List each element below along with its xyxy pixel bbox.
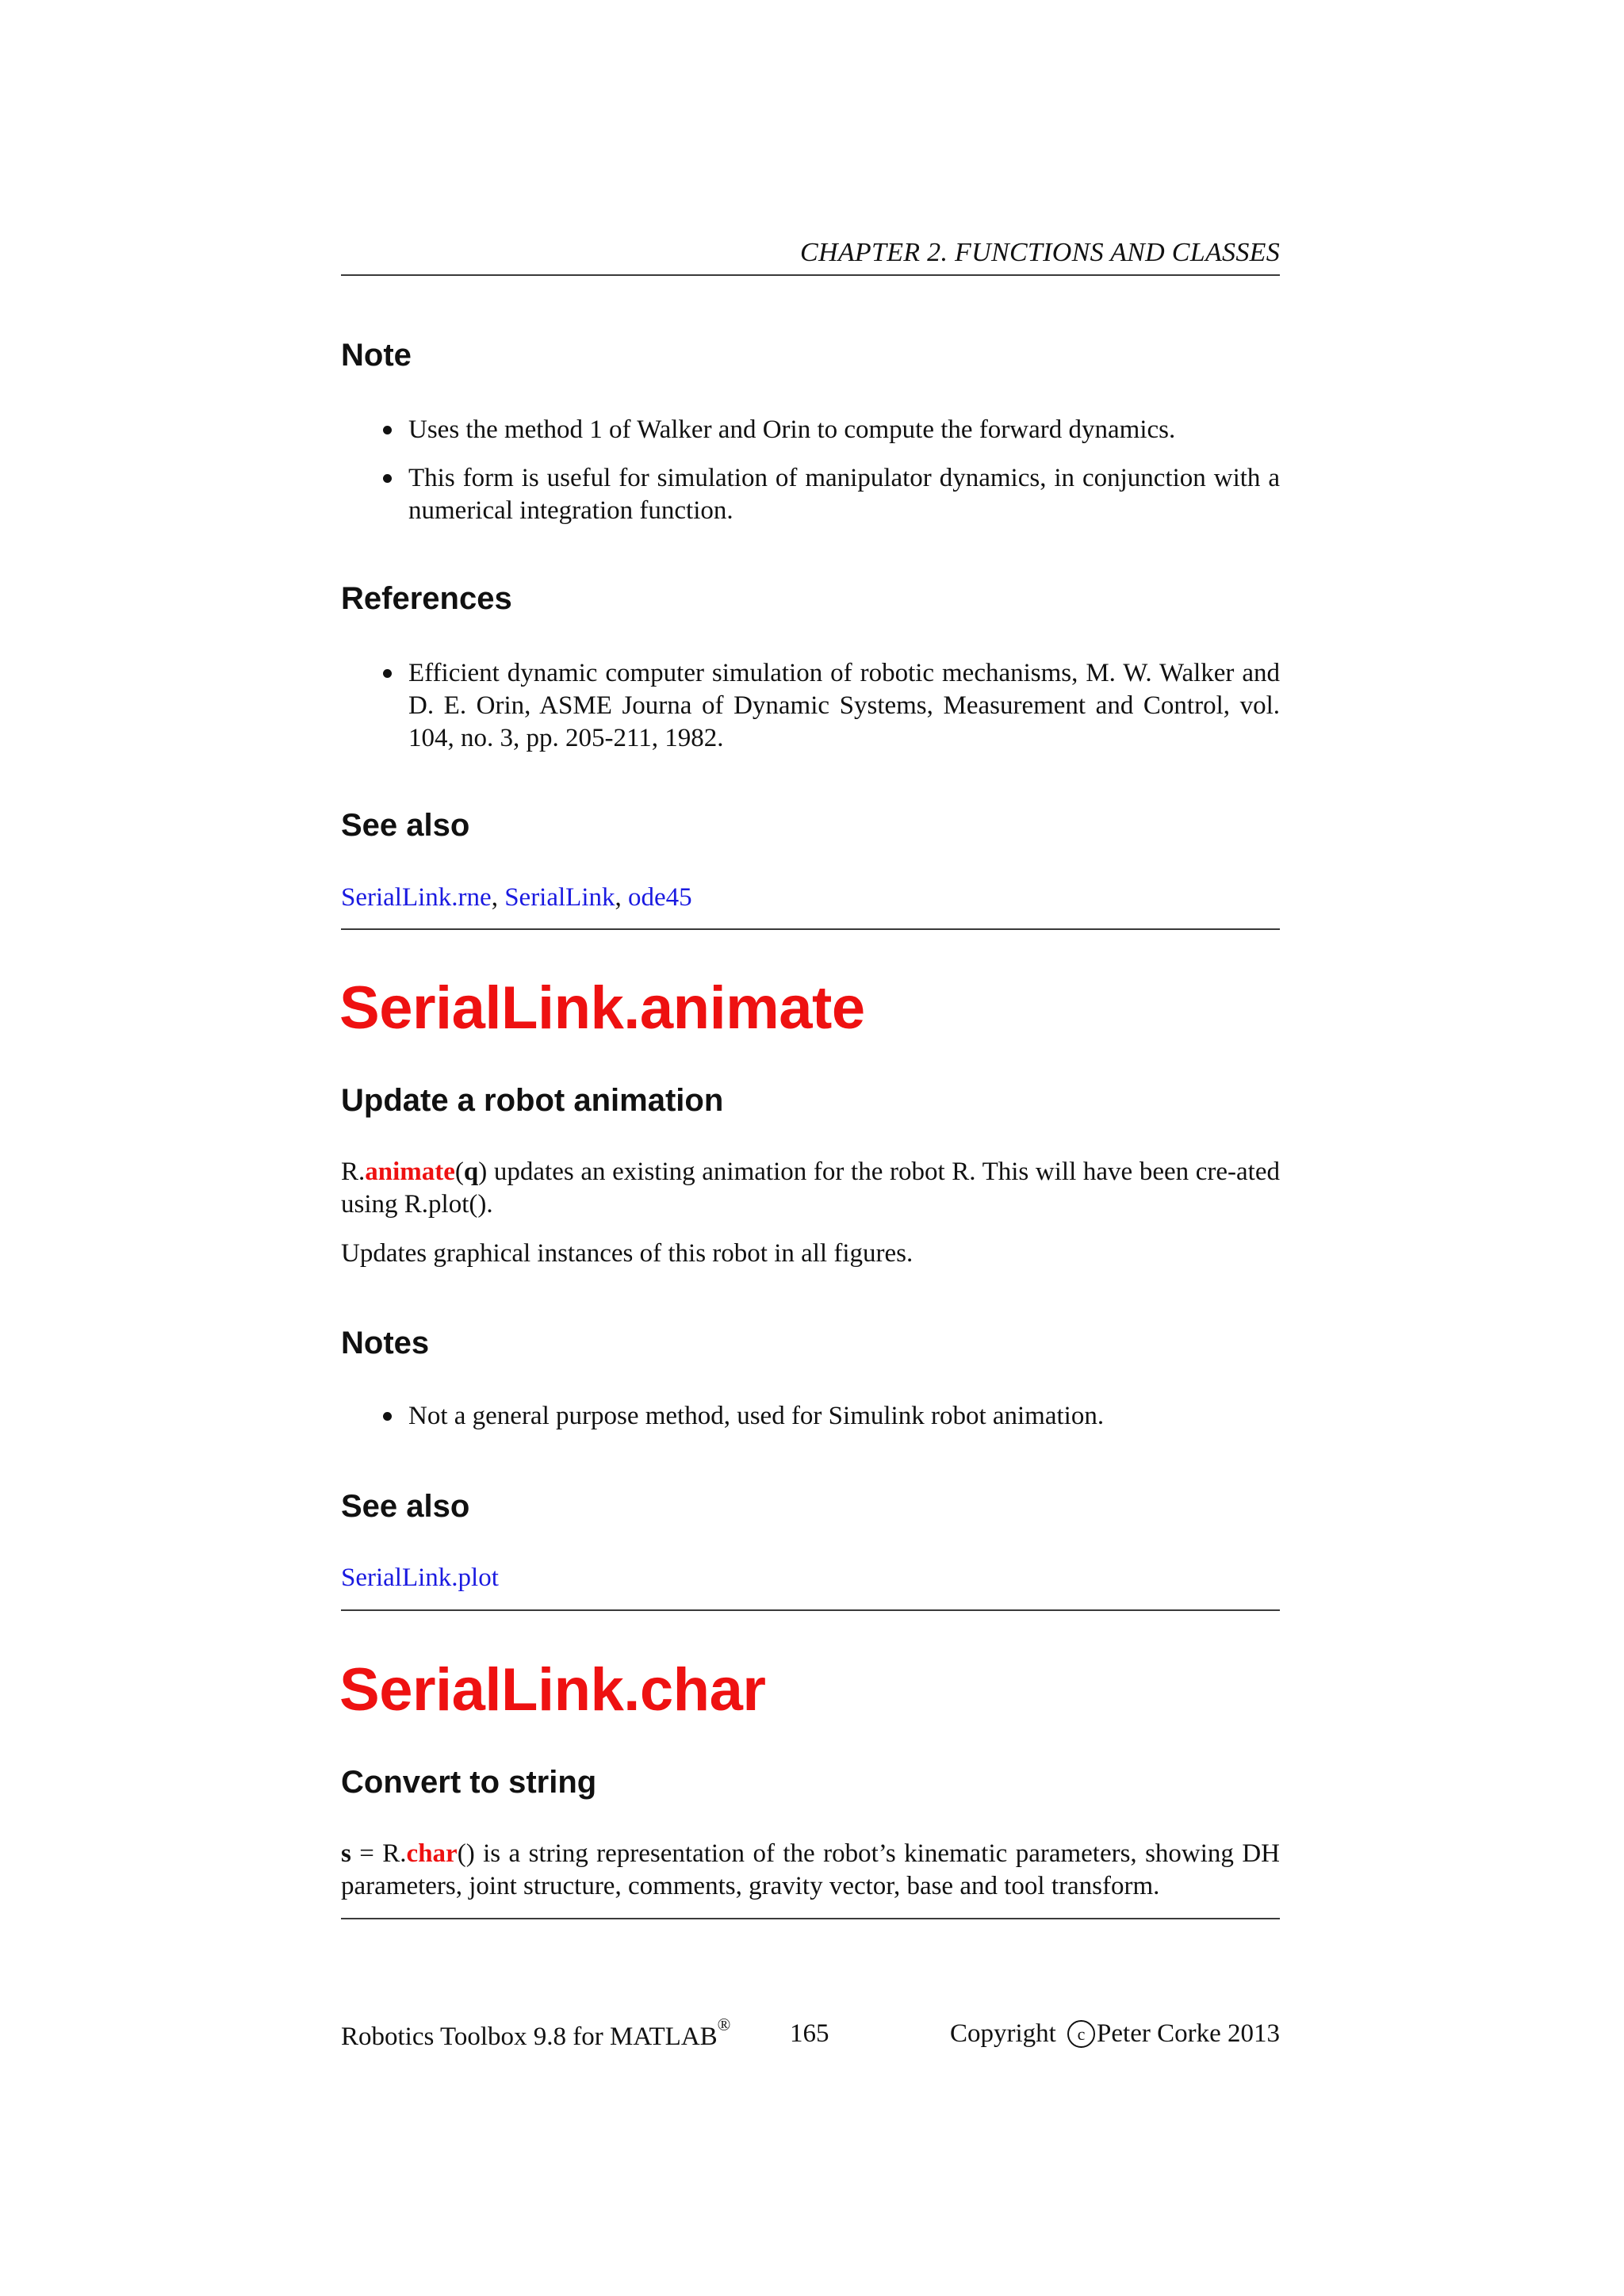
link-ode45[interactable]: ode45: [628, 883, 692, 912]
copyright-holder: Peter Corke 2013: [1097, 2019, 1280, 2048]
reference-item: [341, 657, 1280, 755]
reference-item-text: Efficient dynamic computer simulation of robotic mechanisms, M. W. Walker and D. E. Orin, ASME Journa of Dynamic Systems, Measurement and Control, vol. 104, no. 3, pp. 205-211, 1982.: [408, 659, 1280, 752]
animate-description-2: Updates graphical instances of this robot in all figures.: [341, 1239, 914, 1268]
desc-rest: () is a string representation of the robot’s kinematic parameters, showing DH parameters, joint structure, comments, gravity vector, base and tool transform.: [341, 1839, 1281, 1900]
desc-prefix: R.: [341, 1158, 366, 1186]
char-title: SerialLink.char: [339, 1656, 766, 1724]
notes-item: [341, 1400, 1280, 1433]
note-item-text: This form is useful for simulation of manipulator dynamics, in conjunction with a numerical integration function.: [408, 464, 1280, 525]
bullet-icon: [383, 669, 392, 678]
copyright-prefix: Copyright: [949, 2019, 1063, 2048]
running-head: CHAPTER 2. FUNCTIONS AND CLASSES: [800, 238, 1280, 267]
bullet-icon: [383, 1412, 392, 1421]
page-number: 165: [790, 2019, 829, 2048]
section-rule-2: [341, 1609, 1280, 1611]
desc-rest: ) updates an existing animation for the robot R. This will have been cre-ated using R.plot().: [341, 1158, 1280, 1219]
bullet-icon: [383, 474, 392, 483]
method-name: char: [406, 1839, 458, 1868]
page-footer: [341, 2015, 1280, 2059]
registered-mark: ®: [717, 2015, 731, 2034]
header-rule: [341, 274, 1280, 276]
note-item-text: Uses the method 1 of Walker and Orin to compute the forward dynamics.: [408, 415, 1176, 444]
char-subtitle: Convert to string: [341, 1765, 597, 1800]
footer-copyright: [950, 2019, 1280, 2049]
animate-title: SerialLink.animate: [339, 974, 865, 1042]
link-separator: ,: [491, 883, 505, 912]
see-also-links-2: [341, 1562, 1280, 1594]
animate-description: [341, 1156, 1280, 1221]
references-heading: References: [341, 581, 512, 616]
var-name: s: [341, 1839, 351, 1868]
link-seriallink[interactable]: SerialLink: [504, 883, 615, 912]
animate-subtitle: Update a robot animation: [341, 1083, 724, 1118]
link-seriallink-rne[interactable]: SerialLink.rne: [341, 883, 492, 912]
see-also-links: [341, 882, 1280, 914]
section-rule-3: [341, 1918, 1280, 1919]
notes-heading: Notes: [341, 1326, 430, 1360]
references-list: [341, 657, 1280, 771]
method-name: animate: [365, 1158, 455, 1186]
footer-title-text: Robotics Toolbox 9.8 for MATLAB: [341, 2022, 718, 2051]
note-heading: Note: [341, 338, 412, 373]
copyright-icon: c: [1067, 2020, 1095, 2048]
bullet-icon: [383, 426, 392, 434]
note-item: [341, 462, 1280, 527]
document-page: [341, 0, 1280, 2296]
link-seriallink-plot[interactable]: SerialLink.plot: [341, 1563, 499, 1592]
arg-name: q: [463, 1158, 479, 1186]
see-also-heading: See also: [341, 808, 470, 843]
link-separator: ,: [615, 883, 628, 912]
see-also-heading-2: See also: [341, 1489, 470, 1524]
desc-eq: = R.: [350, 1839, 407, 1868]
section-rule: [341, 928, 1280, 930]
desc-paren: (: [454, 1158, 464, 1186]
note-item: [341, 414, 1280, 446]
note-list: [341, 414, 1280, 543]
notes-item-text: Not a general purpose method, used for Simulink robot animation.: [408, 1402, 1105, 1430]
char-description: [341, 1838, 1280, 1903]
notes-list: [341, 1400, 1280, 1448]
footer-title: [341, 2015, 731, 2052]
